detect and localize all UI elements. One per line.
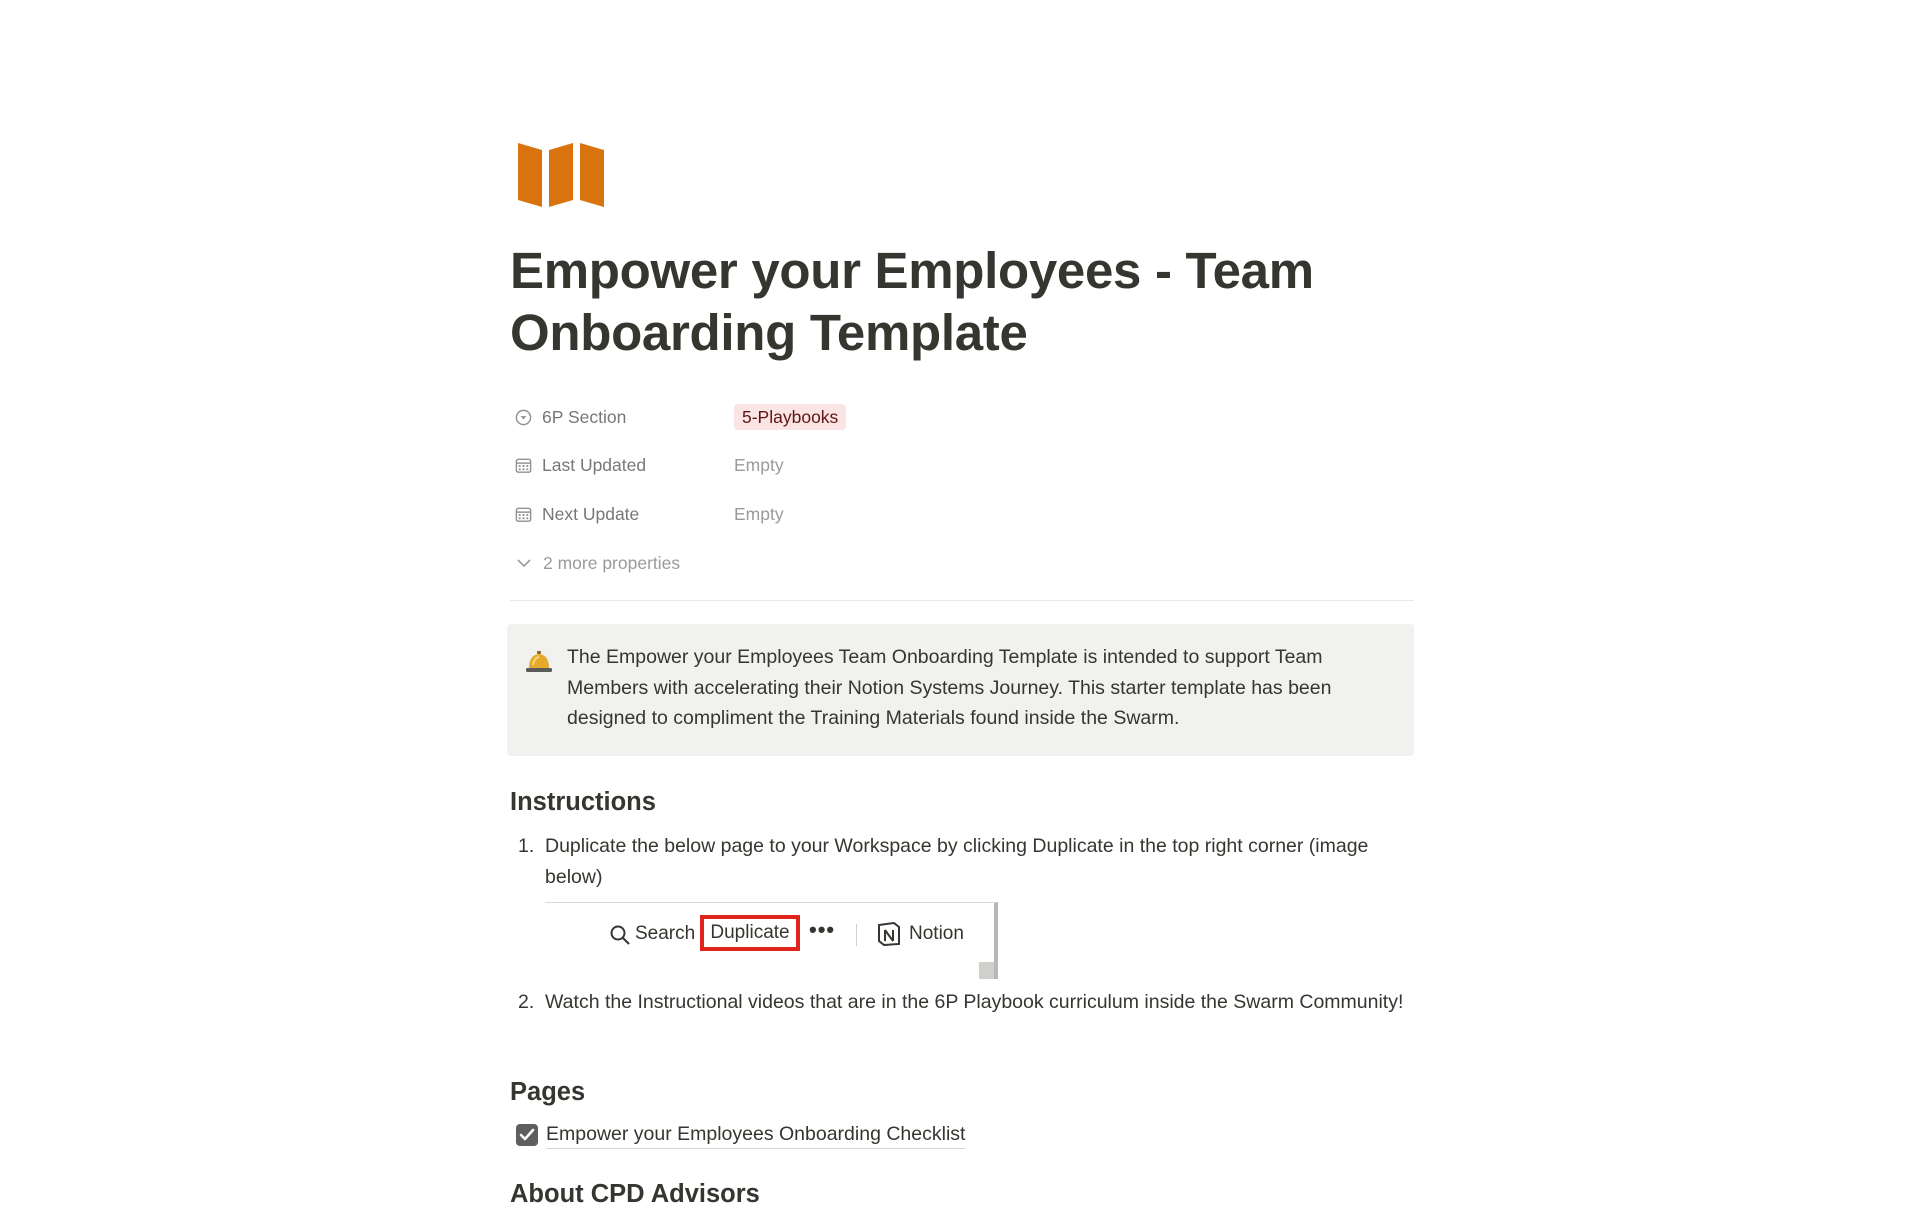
duplicate-button-highlight bbox=[700, 915, 800, 951]
property-row-next-update[interactable] bbox=[514, 490, 1410, 539]
property-label: Last Updated bbox=[542, 455, 647, 476]
property-value[interactable] bbox=[734, 404, 846, 430]
map-icon[interactable] bbox=[516, 141, 608, 207]
duplicate-screenshot-image[interactable] bbox=[545, 902, 998, 979]
notion-icon bbox=[876, 921, 902, 947]
calendar-icon bbox=[514, 505, 533, 524]
list-number: 2. bbox=[518, 991, 535, 1013]
scrollbar bbox=[979, 962, 994, 979]
list-number: 1. bbox=[518, 835, 535, 857]
properties-panel bbox=[514, 393, 1410, 587]
checkbox-icon bbox=[514, 1122, 540, 1148]
search-icon bbox=[609, 924, 631, 946]
more-icon: ••• bbox=[809, 917, 836, 942]
property-row-6p-section[interactable] bbox=[514, 393, 1410, 442]
callout-text: The Empower your Employees Team Onboarding Template is intended to support Team Members with accelerating their Notion Systems Journey. This starter template has been designed to compliment the Training Materials found inside the Swarm. bbox=[567, 646, 1332, 729]
search-label: Search bbox=[635, 923, 696, 944]
list-text: Watch the Instructional videos that are in the 6P Playbook curriculum inside the Swarm Community! bbox=[545, 991, 1404, 1013]
property-key bbox=[514, 407, 734, 428]
property-row-last-updated[interactable] bbox=[514, 442, 1410, 491]
chevron-down-icon bbox=[514, 553, 534, 573]
property-label: Next Update bbox=[542, 503, 640, 524]
list-text: Duplicate the below page to your Workspace by clicking Duplicate in the top right corner (image below) bbox=[545, 835, 1369, 888]
bell-icon bbox=[524, 647, 554, 677]
property-value[interactable]: Empty bbox=[734, 455, 784, 476]
select-icon bbox=[514, 408, 533, 427]
page-title[interactable]: Empower your Employees - Team Onboarding Template bbox=[510, 242, 1314, 361]
tag-badge: 5-Playbooks bbox=[734, 404, 846, 430]
pages-heading[interactable]: Pages bbox=[510, 1078, 586, 1106]
notion-label: Notion bbox=[909, 923, 964, 944]
property-value[interactable]: Empty bbox=[734, 503, 784, 524]
page-link-onboarding-checklist[interactable] bbox=[514, 1120, 965, 1149]
duplicate-label: Duplicate bbox=[710, 922, 790, 943]
list-item[interactable] bbox=[510, 987, 1414, 1048]
page-link-label: Empower your Employees Onboarding Checklist bbox=[546, 1120, 965, 1149]
divider bbox=[510, 600, 1414, 601]
more-properties-toggle[interactable] bbox=[514, 539, 1410, 588]
instructions-heading[interactable]: Instructions bbox=[510, 788, 656, 816]
separator bbox=[856, 924, 857, 946]
about-heading[interactable]: About CPD Advisors bbox=[510, 1180, 760, 1208]
property-key bbox=[514, 504, 734, 525]
more-properties-label: 2 more properties bbox=[543, 552, 681, 573]
list-item[interactable] bbox=[510, 831, 1414, 892]
calendar-icon bbox=[514, 456, 533, 475]
callout[interactable] bbox=[507, 624, 1414, 756]
property-key bbox=[514, 455, 734, 476]
property-label: 6P Section bbox=[542, 406, 627, 427]
